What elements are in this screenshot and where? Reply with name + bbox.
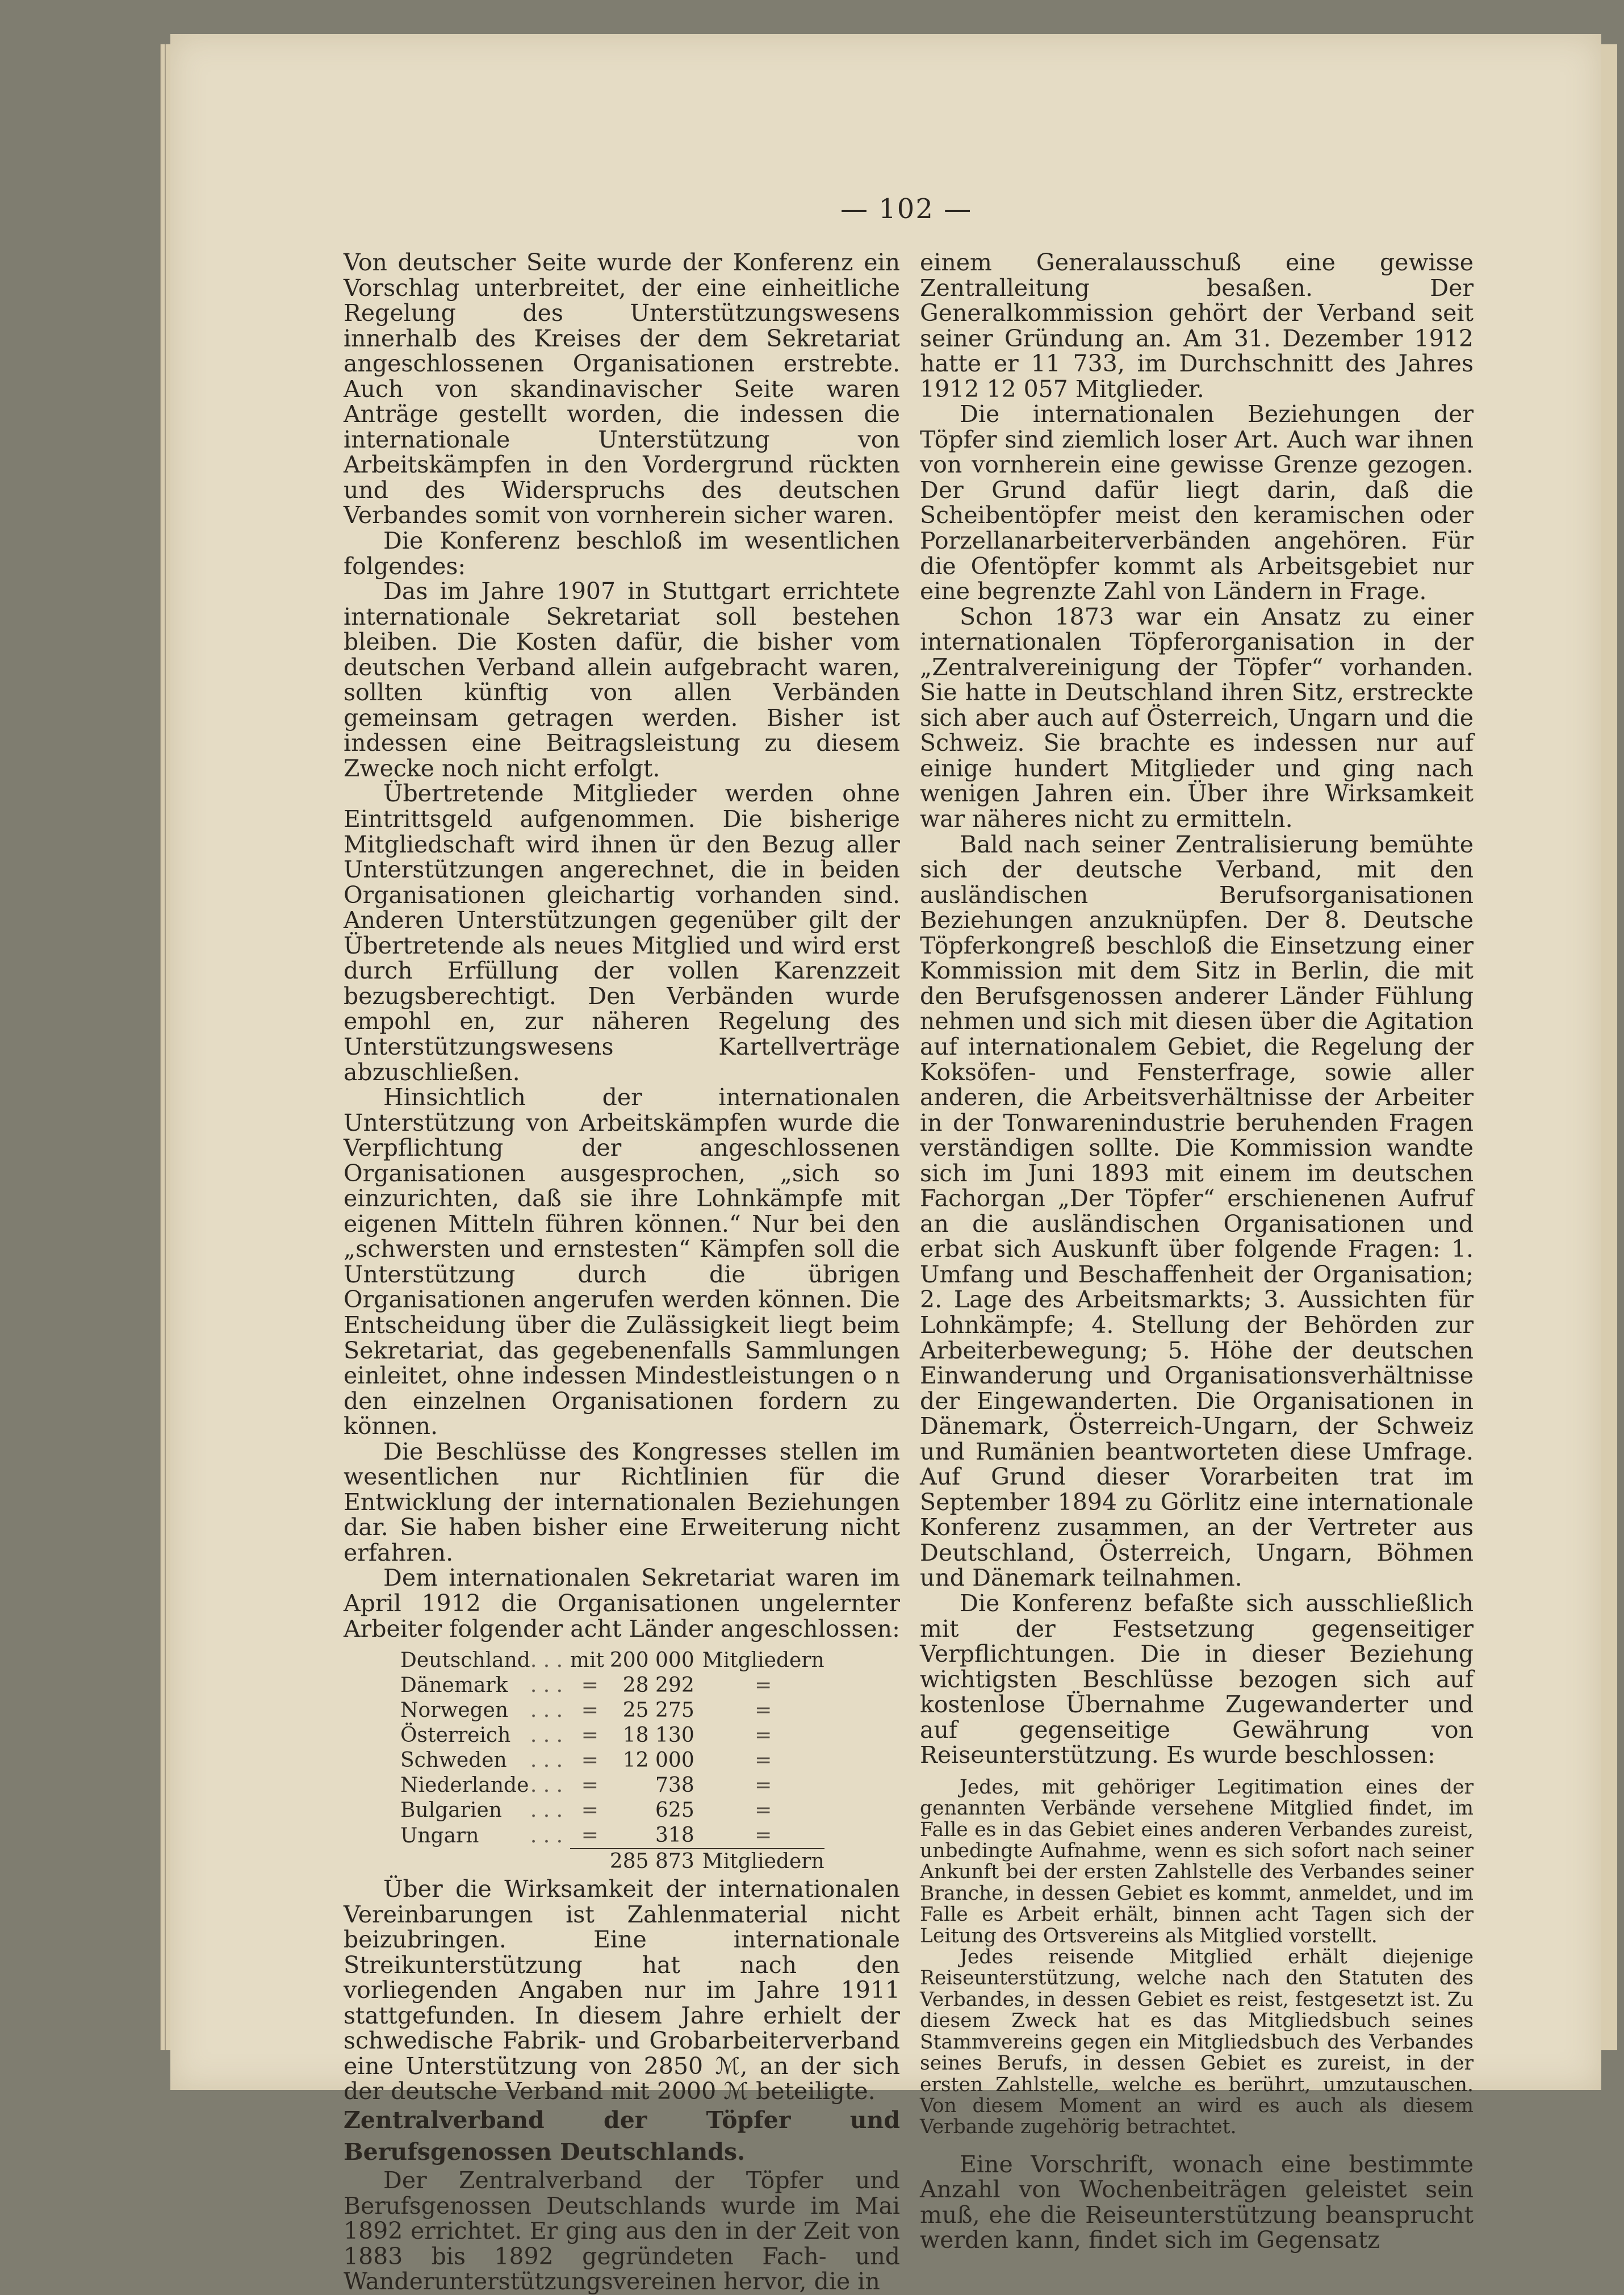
leader-dots: . . . <box>530 1824 563 1847</box>
ditto-mark: = <box>581 1749 598 1773</box>
ditto-mark: = <box>755 1674 772 1698</box>
country-cell: Deutschland <box>400 1649 530 1673</box>
right-paragraph-5: Die Konferenz befaßte sich ausschließlich mit der Festsetzung gegenseitiger Verpflichtungen. Die in dieser Beziehung wichtigsten Beschlüsse bezogen sich auf kostenlose Übernahme Zugewanderter und auf gegenseitige Gewährung von Reiseunterstützung. Es wurde beschlossen: <box>920 1589 1474 1769</box>
ditto-mark: = <box>755 1799 772 1822</box>
country-cell: Ungarn <box>400 1824 479 1847</box>
members-value: 738 <box>655 1774 694 1797</box>
table-row <box>400 1648 824 1673</box>
table-row <box>400 1773 824 1798</box>
left-column <box>344 250 900 2294</box>
members-value: 25 275 <box>622 1699 694 1723</box>
country-cell: Norwegen <box>400 1699 509 1723</box>
leader-dots: . . . <box>530 1724 563 1748</box>
unit-label: Mitgliedern <box>702 1850 824 1874</box>
left-paragraph-6: Die Beschlüsse des Kongresses stellen im wesentlichen nur Richtlinien für die Entwicklung der internationalen Beziehungen dar. Sie haben bisher eine Erweiterung nicht erfahren. <box>344 1437 900 1566</box>
ditto-mark: = <box>581 1699 598 1723</box>
section-heading: Zentralverband der Töpfer und Berufsgenossen Deutschlands. <box>344 2106 900 2166</box>
table-row <box>400 1748 824 1773</box>
members-value: 12 000 <box>622 1749 694 1773</box>
leader-dots: . . . <box>530 1799 563 1822</box>
ditto-mark: = <box>755 1774 772 1797</box>
ditto-mark: = <box>581 1774 598 1797</box>
leader-dots: . . . <box>530 1749 563 1773</box>
page-number: — 102 — <box>840 193 973 225</box>
right-paragraph-4: Bald nach seiner Zentralisierung bemühte sich der deutsche Verband, mit den ausländischen Berufsorganisationen Beziehungen anzuknüpfen. Der 8. Deutsche Töpferkongreß beschloß die Einsetzung einer Kommission mit dem Sitz in Berlin, die mit den Berufsgenossen anderer Länder Fühlung nehmen und sich mit diesen über die Agitation auf internationalem Gebiet, die Regelung der Koksöfen- und Fensterfrage, sowie aller anderen, die Arbeitsverhältnisse der Arbeiter in der Tonwarenindustrie beruhenden Fragen verständigen sollte. Die Kommission wandte sich im Juni 1893 mit einem im deutschen Fachorgan „Der Töpfer“ erschienenen Aufruf an die ausländischen Organisationen und erbat sich Auskunft über folgende Fragen: 1. Umfang und Beschaffenheit der Organisation; 2. Lage des Arbeitsmarkts; 3. Aussichten für Lohnkämpfe; 4. Stellung der Behörden zur Arbeiterbewegung; 5. Höhe der deutschen Einwanderung und Organisationsverhältnisse der Eingewanderten. Die Organisationen in Dänemark, Österreich-Ungarn, der Schweiz und Rumänien beantworteten diese Umfrage. Auf Grund dieser Vorarbeiten trat im September 1894 zu Görlitz eine internationale Konferenz zusammen, an der Vertreter aus Deutschland, Österreich, Ungarn, Böhmen und Dänemark teilnahmen. <box>920 830 1474 1592</box>
ditto-mark: = <box>581 1674 598 1698</box>
table-row <box>400 1823 824 1849</box>
country-cell: Niederlande <box>400 1774 529 1797</box>
quote-paragraph-1: Jedes, mit gehöriger Legitimation eines der genannten Verbände versehene Mitglied findet, im Falle es in das Gebiet eines anderen Verbandes zureist, unbedingte Aufnahme, wenn es sich sofort nach seiner Ankunft bei der ersten Zahlstelle des Verbandes seiner Branche, in dessen Gebiet es kommt, anmeldet, und im Falle es Arbeit erhält, binnen acht Tagen sich der Leitung des Ortsvereins als Mitglied vorstellt. <box>920 1775 1474 1947</box>
membership-table <box>400 1648 824 1874</box>
ditto-mark: = <box>755 1749 772 1773</box>
country-cell: Bulgarien <box>400 1799 502 1822</box>
table-row <box>400 1698 824 1723</box>
left-paragraph-8: Über die Wirksamkeit der internationalen Vereinbarungen ist Zahlenmaterial nicht beizubringen. Eine internationale Streikunterstützung hat nach den vorliegenden Angaben nur im Jahre 1911 stattgefunden. In diesem Jahre erhielt der schwedische Fabrik- und Grobarbeiterverband eine Unterstützung von 2850 ℳ, an der sich der deutsche Verband mit 2000 ℳ beteiligte. <box>344 1875 900 2105</box>
members-value: 200 000 <box>609 1649 694 1673</box>
unit-label: Mitgliedern <box>702 1649 824 1673</box>
ditto-mark: = <box>755 1699 772 1723</box>
right-column <box>920 250 1474 2253</box>
members-value: 18 130 <box>622 1724 694 1748</box>
right-paragraph-1: einem Generalausschuß eine gewisse Zentralleitung besaßen. Der Generalkommission gehört der Verband seit seiner Gründung an. Am 31. Dezember 1912 hatte er 11 733, im Durchschnitt des Jahres 1912 12 057 Mitglieder. <box>920 249 1474 403</box>
right-paragraph-3: Schon 1873 war ein Ansatz zu einer internationalen Töpferorganisation in der „Zentralvereinigung der Töpfer“ vorhanden. Sie hatte in Deutschland ihren Sitz, erstreckte sich aber auch auf Österreich, Ungarn und die Schweiz. Sie brachte es indessen nur auf einige hundert Mitglieder und ging nach wenigen Jahren ein. Über ihre Wirksamkeit war näheres nicht zu ermitteln. <box>920 603 1474 833</box>
leader-dots: . . . <box>530 1699 563 1723</box>
right-paragraph-6: Eine Vorschrift, wonach eine bestimmte Anzahl von Wochenbeiträgen geleistet sein muß, ehe die Reiseunterstützung beansprucht werden kann, findet sich im Gegensatz <box>920 2150 1474 2254</box>
ditto-mark: = <box>581 1724 598 1748</box>
mit-label: mit <box>570 1649 604 1673</box>
left-paragraph-9: Der Zentralverband der Töpfer und Berufsgenossen Deutschlands wurde im Mai 1892 errichtet. Er ging aus den in der Zeit von 1883 bis 1892 gegründeten Fach- und Wanderunterstützungsvereinen hervor, die in <box>344 2167 900 2295</box>
left-paragraph-2: Die Konferenz beschloß im wesentlichen folgendes: <box>344 527 900 580</box>
left-paragraph-4: Übertretende Mitglieder werden ohne Eintrittsgeld aufgenommen. Die bisherige Mitgliedschaft wird ihnen ür den Bezug aller Unterstützungen angerechnet, die in beiden Organisationen gleichartig vorhanden sind. Anderen Unterstützungen gegenüber gilt der Übertretende als neues Mitglied und wird erst durch Erfüllung der vollen Karenzzeit bezugsberechtigt. Den Verbänden wurde empohl en, zur näheren Regelung des Unterstützungswesens Kartellverträge abzuschließen. <box>344 780 900 1086</box>
members-value: 28 292 <box>622 1674 694 1698</box>
ditto-mark: = <box>755 1824 772 1847</box>
ditto-mark: = <box>581 1824 598 1847</box>
country-cell: Dänemark <box>400 1674 508 1698</box>
leader-dots: . . . <box>530 1774 563 1797</box>
table-total-row <box>400 1849 824 1874</box>
leader-dots: . . . <box>530 1674 563 1698</box>
left-paragraph-7: Dem internationalen Sekretariat waren im April 1912 die Organisationen ungelernter Arbeiter folgender acht Länder angeschlossen: <box>344 1564 900 1642</box>
quote-paragraph-2: Jedes reisende Mitglied erhält diejenige Reiseunterstützung, welche nach den Statuten des Verbandes, in dessen Gebiet es reist, festgesetzt ist. Zu diesem Zweck hat es das Mitgliedsbuch seines Stammvereins gegen ein Mitgliedsbuch des Verbandes seines Berufs, in dessen Gebiet es zureist, in der ersten Zahlstelle, welche es berührt, umzutauschen. Von diesem Moment an wird es auch als diesem Verbande zugehörig betrachtet. <box>920 1946 1474 2139</box>
members-value: 318 <box>655 1824 694 1847</box>
left-paragraph-5: Hinsichtlich der internationalen Unterstützung von Arbeitskämpfen wurde die Verpflichtung der angeschlossenen Organisationen ausgesprochen, „sich so einzurichten, daß sie ihre Lohnkämpfe mit eigenen Mitteln führen können.“ Nur bei den „schwersten und ernstesten“ Kämpfen soll die Unterstützung durch die übrigen Organisationen angerufen werden können. Die Entscheidung über die Zulässigkeit liegt beim Sekretariat, das gegebenenfalls Sammlungen einleitet, ohne indessen Mindestleistungen o n den einzelnen Organisationen fordern zu können. <box>344 1084 900 1440</box>
leader-dots: . . . <box>530 1649 563 1673</box>
members-value: 625 <box>655 1799 694 1822</box>
ditto-mark: = <box>581 1799 598 1822</box>
table-row <box>400 1798 824 1823</box>
left-paragraph-1: Von deutscher Seite wurde der Konferenz ein Vorschlag unterbreitet, der eine einheitliche Regelung des Unterstützungswesens innerhalb des Kreises der dem Sekretariat angeschlossenen Organisationen erstrebte. Auch von skandinavischer Seite waren Anträge gestellt worden, die indessen die internationale Unterstützung von Arbeitskämpfen in den Vordergrund rückten und des Widerspruchs des deutschen Verbandes somit von vornherein sicher waren. <box>344 249 900 529</box>
resolution-quote <box>920 1768 1474 2152</box>
ditto-mark: = <box>755 1724 772 1748</box>
country-cell: Schweden <box>400 1749 507 1773</box>
table-row <box>400 1673 824 1698</box>
table-row <box>400 1723 824 1748</box>
right-paragraph-2: Die internationalen Beziehungen der Töpfer sind ziemlich loser Art. Auch war ihnen von vornherein eine gewisse Grenze gezogen. Der Grund dafür liegt darin, daß die Scheibentöpfer meist den keramischen oder Porzellanarbeiterverbänden angehören. Für die Ofentöpfer kommt als Arbeitsgebiet nur eine begrenzte Zahl von Ländern in Frage. <box>920 400 1474 605</box>
left-paragraph-3: Das im Jahre 1907 in Stuttgart errichtete internationale Sekretariat soll bestehen bleiben. Die Kosten dafür, die bisher vom deutschen Verband allein aufgebracht waren, sollten künftig von allen Verbänden gemeinsam getragen werden. Bisher ist indessen eine Beitragsleistung zu diesem Zwecke noch nicht erfolgt. <box>344 578 900 782</box>
members-total: 285 873 <box>610 1849 702 1874</box>
country-cell: Österreich <box>400 1724 511 1748</box>
